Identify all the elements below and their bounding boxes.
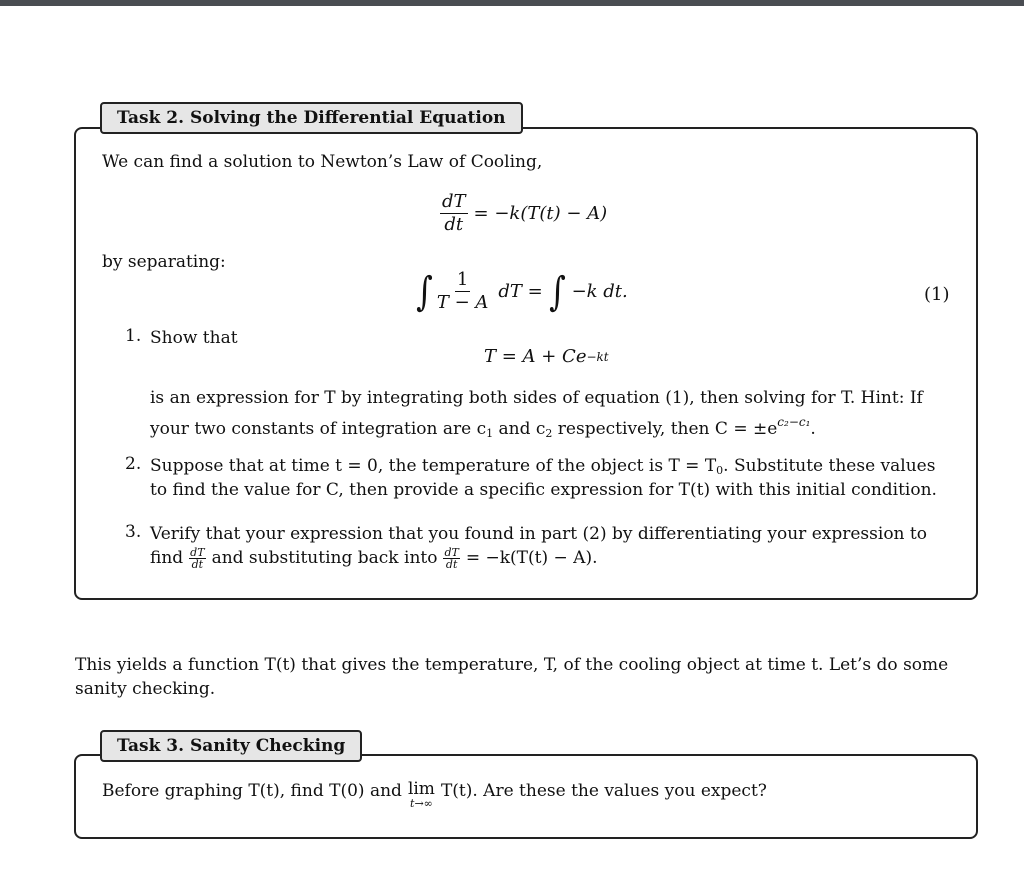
equation-label: (1) xyxy=(924,284,950,305)
list-item-1-lead: Show that xyxy=(150,328,238,348)
solution-formula: T = A + Ce −kt xyxy=(484,346,609,367)
list-item-3-number: 3. xyxy=(125,522,142,542)
list-item-2-line1: Suppose that at time t = 0, the temperature of the object is $T = T_0$. Substitute these values xyxy=(150,456,936,477)
integral-sign: ∫ xyxy=(416,268,433,315)
list-item-3-line2: find $\frac{dT}{dt}$ and substituting back into $\frac{dT}{dt}$ = −k(T(t) − A). xyxy=(150,545,598,571)
list-item-1-line1: is an expression for T by integrating both sides of equation (1), then solving for T. Hint: If xyxy=(150,388,923,408)
ode-equation: $\frac{dT}{dt}$ = −k(T(t) − A) xyxy=(442,191,608,235)
task2-intro: We can find a solution to Newton’s Law of Cooling, xyxy=(102,152,543,172)
task2-title: Task 2. Solving the Differential Equation xyxy=(100,102,523,134)
paragraph-line2: sanity checking. xyxy=(75,679,216,699)
one-over-T-minus-A: $\frac{1}{T - A}$ xyxy=(436,269,489,313)
dT-dt-fraction: $\frac{dT}{dt}$ xyxy=(442,191,466,235)
limit-operator: lim t→∞ xyxy=(407,779,435,810)
dT-dt-small-fraction: $\frac{dT}{dt}$ xyxy=(444,545,459,571)
paragraph-line1: This yields a function T(t) that gives the temperature, T, of the cooling object at time t. Let’s do some xyxy=(75,655,949,675)
window-top-bar xyxy=(0,0,1024,6)
integral-sign: ∫ xyxy=(548,268,566,315)
dT-dt-small-fraction: $\frac{dT}{dt}$ xyxy=(190,545,205,571)
separated-equation: ∫ $\frac{1}{T - A}$ dT = ∫ −k dt. xyxy=(416,268,628,315)
by-separating-text: by separating: xyxy=(102,252,226,272)
list-item-2-number: 2. xyxy=(125,454,142,474)
list-item-2-line2: to find the value for C, then provide a specific expression for T(t) with this initial condition. xyxy=(150,480,937,500)
task3-title: Task 3. Sanity Checking xyxy=(100,730,362,762)
list-item-1-number: 1. xyxy=(125,326,142,346)
list-item-1-line2: your two constants of integration are $c_1$ and $c_2$ respectively, then $C = \pm e^{c_2-c_1}$. xyxy=(150,415,816,440)
list-item-3-line1: Verify that your expression that you found in part (2) by differentiating your expression to xyxy=(150,524,927,544)
task3-text: Before graphing T(t), find T(0) and lim t→∞ T(t). Are these the values you expect? xyxy=(102,779,767,810)
